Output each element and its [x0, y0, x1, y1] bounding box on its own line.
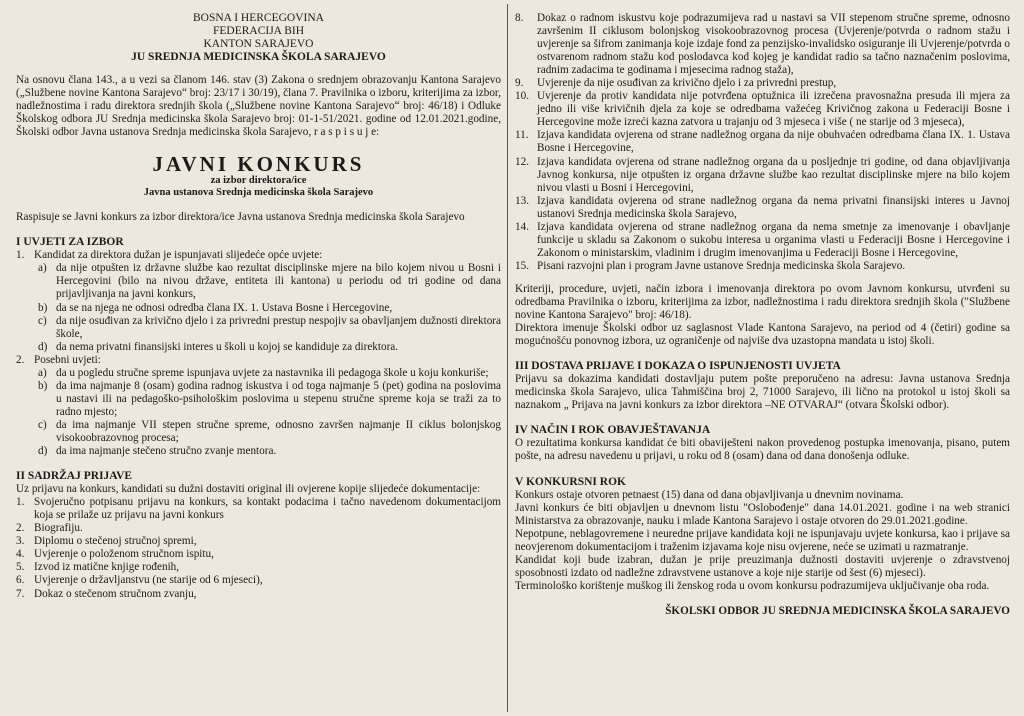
header-school: JU SREDNJA MEDICINSKA ŠKOLA SARAJEVO [131, 51, 386, 63]
list-item: 11. Izjava kandidata ovjerena od strane nadležnog organa da nije obuhvaćen odredbama člana IX. 1. Ustava Bosne i Hercegovine, [515, 129, 1010, 155]
section-3-title: III DOSTAVA PRIJAVE I DOKAZA O ISPUNJENOSTI UVJETA [515, 360, 841, 373]
list-item: 5. Izvod iz matične knjige rođenih, [16, 561, 180, 574]
header-country: BOSNA I HERCEGOVINA [193, 12, 324, 24]
criteria-paragraph: Kriteriji, procedure, uvjeti, način izbora i imenovanja direktora po ovom Javnom konkursu, utvrđeni su odredbama Pravilnika o izboru, kriterijima za izbor, nadležnostima i radu direktora srednjih škola ("Službene novine Kantona Sarajevo" broj: 46/18). [515, 282, 1010, 322]
section-5-p4: Kandidat koji bude izabran, dužan je prije preuzimanja dužnosti dostaviti uvjerenje o zdravstvenoj sposobnosti izdato od nadležne zdravstvene ustanove a koje nije starije od šest (6) mjeseci). [515, 553, 1010, 579]
list-item: 10. Uvjerenje da protiv kandidata nije potvrđena optužnica ili izrečena pravosnažna presuda ili mjera za jedno ili više krivičnih djela za koje se odredbama važećeg Krivičnog zakona u Federaciji Bosne i Hercegovine može izreći kazna zatvora u trajanju od 3 mjeseca i više ( ne starije od 3 mjeseca), [515, 90, 1010, 129]
signature: ŠKOLSKI ODBOR JU SREDNJA MEDICINSKA ŠKOLA SARAJEVO [665, 604, 1010, 617]
list-item: 2. Posebni uvjeti: [16, 353, 101, 366]
section-2-title: II SADRŽAJ PRIJAVE [16, 470, 133, 483]
list-subitem: d) da nema privatni finansijski interes u školi u kojoj se kandiduje za direktora. [38, 340, 399, 353]
list-item: 12. Izjava kandidata ovjerena od strane nadležnog organa da u posljednje tri godine, od dana objavljivanja Javnog konkursa, nije otpušten iz organa državne službe kao rezultat disciplinske mjere na bilo kojem nivou vlasti u Bosni i Hercegovini, [515, 155, 1010, 194]
header-block [16, 12, 501, 64]
section-4-text: O rezultatima konkursa kandidat će biti obaviješteni nakon provedenog postupka imenovanja, pisano, putem pošte, na adresu navedenu u prijavi, u roku od 8 (osam) dana od dana donošenja odluke. [515, 437, 1010, 463]
list-item: 4. Uvjerenje o položenom stručnom ispitu, [16, 548, 214, 561]
list-item: 9. Uvjerenje da nije osuđivan za krivično djelo i za privredni prestup, [515, 77, 837, 90]
right-column [515, 0, 1010, 716]
list-subitem: a) da nije otpušten iz državne službe kao rezultat disciplinske mjere na bilo kojem nivou u Bosni i Hercegovini (bilo na nivou države, entiteta ili kantona) u periodu od tri godine od dana prijavljivanja na javni konkurs, [38, 262, 501, 301]
header-canton: KANTON SARAJEVO [203, 38, 314, 50]
list-item: 13. Izjava kandidata ovjerena od strane nadležnog organa da nema privatni finansijski interes u Javnoj ustanovi Srednja medicinska škola Sarajevo, [515, 194, 1010, 220]
list-item: 15. Pisani razvojni plan i program Javne ustanove Srednja medicinska škola Sarajevo. [515, 259, 906, 272]
section-4-title: IV NAČIN I ROK OBAVJEŠTAVANJA [515, 424, 711, 437]
list-item: 7. Dokaz o stečenom stručnom zvanju, [16, 587, 197, 600]
announce-paragraph: Raspisuje se Javni konkurs za izbor direktora/ice Javna ustanova Srednja medicinska škola Sarajevo [16, 211, 465, 224]
list-subitem: d) da ima najmanje stečeno stručno zvanje mentora. [38, 445, 277, 458]
section-5-title: V KONKURSNI ROK [515, 475, 626, 488]
document-title: JAVNI KONKURS [152, 152, 365, 177]
list-subitem: c) da nije osuđivan za krivično djelo i za privredni prestup nespojiv sa obavljanjem dužnosti direktora škole, [38, 314, 501, 340]
list-subitem: c) da ima najmanje VII stepen stručne spreme, odnosno završen najmanje II ciklus bolonjskog visokoobrazovnog procesa; [38, 418, 501, 444]
column-divider [507, 4, 508, 712]
document-institution: Javna ustanova Srednja medicinska škola Sarajevo [143, 187, 374, 199]
list-item: 1. Svojeručno potpisanu prijavu na konkurs, sa kontakt podacima i tačno navedenom dokumentacijom koja se prilaže uz prijavu na javni konkurs [16, 496, 501, 522]
left-column [16, 0, 501, 716]
section-2-intro: Uz prijavu na konkurs, kandidati su dužni dostaviti original ili ovjerene kopije slijedeće dokumentacije: [16, 483, 481, 496]
section-5-p3: Nepotpune, neblagovremene i neuredne prijave kandidata koji ne ispunjavaju uvjete konkursa, kao i prijave sa neovjerenom dokumentacijom i traženim izjavama koje nisu ovjerene, neće se uzimati u razmatranje. [515, 527, 1010, 553]
section-1-title: I UVJETI ZA IZBOR [16, 236, 124, 249]
list-item: 6. Uvjerenje o državljanstvu (ne starije od 6 mjeseci), [16, 574, 263, 587]
section-5-p5: Terminološko korištenje muškog ili ženskog roda u ovom konkursu podrazumijeva uključivanje oba roda. [515, 579, 990, 592]
list-item: 3. Diplomu o stečenoj stručnoj spremi, [16, 535, 197, 548]
list-item: 1. Kandidat za direktora dužan je ispunjavati slijedeće opće uvjete: [16, 249, 323, 262]
appointment-paragraph: Direktora imenuje Školski odbor uz saglasnost Vlade Kantona Sarajevo, na period od 4 (četiri) godine sa mogućnošću ponovnog izbora, uz ograničenje od najviše dva uzastopna mandata u istoj školi. [515, 322, 1010, 348]
intro-paragraph: Na osnovu člana 143., a u vezi sa članom 146. stav (3) Zakona o srednjem obrazovanju Kantona Sarajevo („Službene novine Kantona Sarajevo“ broj: 23/17 i 30/19), člana 7. Pravilnika o izboru, kriterijima za izbor, nadležnostima i radu direktora srednjih škola („Službene novine Kantona Sarajevo“ broj: 46/18) i Odluke Školskog odbora JU Srednja medicinska škola Sarajevo broj: 01-1-51/2021. godine od 12.01.2021.godine, Školski odbor Javna ustanova Srednja medicinska škola Sarajevo, r a s p i s u j e: [16, 74, 501, 139]
section-3-text: Prijavu sa dokazima kandidati dostavljaju putem pošte preporučeno na adresu: Javna ustanova Srednja medicinska škola Sarajevo, ulica Tahmiščina broj 2, 71000 Sarajevo, ili lično na protokol u istoj školi sa naznakom „ Prijava na javni konkurs za izbor direktora –NE OTVARAJ“ (otvara Školski odbor). [515, 373, 1010, 412]
list-item: 14. Izjava kandidata ovjerena od strane nadležnog organa da nema smetnje za imenovanje i obavljanje funkcije u skladu sa Zakonom o sukobu interesa u organima vlasti u Federaciji Bosne i Hercegovine i Zakonom o ministarskim, vladinim i drugim imenovanjima u Federaciji Bosne i Hercegovine, [515, 220, 1010, 259]
list-item: 2. Biografiju. [16, 522, 83, 535]
section-5-p1: Konkurs ostaje otvoren petnaest (15) dana od dana objavljivanja u dnevnim novinama. [515, 488, 904, 501]
list-subitem: b) da se na njega ne odnosi odredba člana IX. 1. Ustava Bosne i Hercegovine, [38, 301, 393, 314]
document-subtitle: za izbor direktora/ice [210, 175, 307, 187]
header-federation: FEDERACIJA BIH [212, 25, 305, 37]
list-subitem: b) da ima najmanje 8 (osam) godina radnog iskustva i od toga najmanje 5 (pet) godina na poslovima u nastavi ili na pedagoško-psihološkim poslovima u stepenu stručne spreme koja se traži za to radno mjesto; [38, 379, 501, 418]
section-5-p2: Javni konkurs će biti objavljen u dnevnom listu "Oslobođenje" dana 14.01.2021. godine i na web stranici Ministarstva za obrazovanje, nauku i mlade Kantona Sarajevo i ostaje otvoren do 29.01.2021.godine. [515, 501, 1010, 527]
list-item: 8. Dokaz o radnom iskustvu koje podrazumijeva rad u nastavi sa VII stepenom stručne spreme, odnosno završenim II ciklusom bolonjskog visokoobrazovnog procesa (Uvjerenje/potvrda o radnom stažu i uvjerenje sa šifrom zanimanja koje izdaje fond za penzijsko-invalidsko osiguranje ili Uvjerenje/potvrda o ostvarenom radnom stažu kod poslodavca kod kojeg je kandidat radio sa tačno naznačenim poslovima, radnim zadacima te godinama i mjesecima radnog staža), [515, 12, 1010, 77]
list-subitem: a) da u pogledu stručne spreme ispunjava uvjete za nastavnika ili pedagoga škole u koju konkuriše; [38, 366, 489, 379]
